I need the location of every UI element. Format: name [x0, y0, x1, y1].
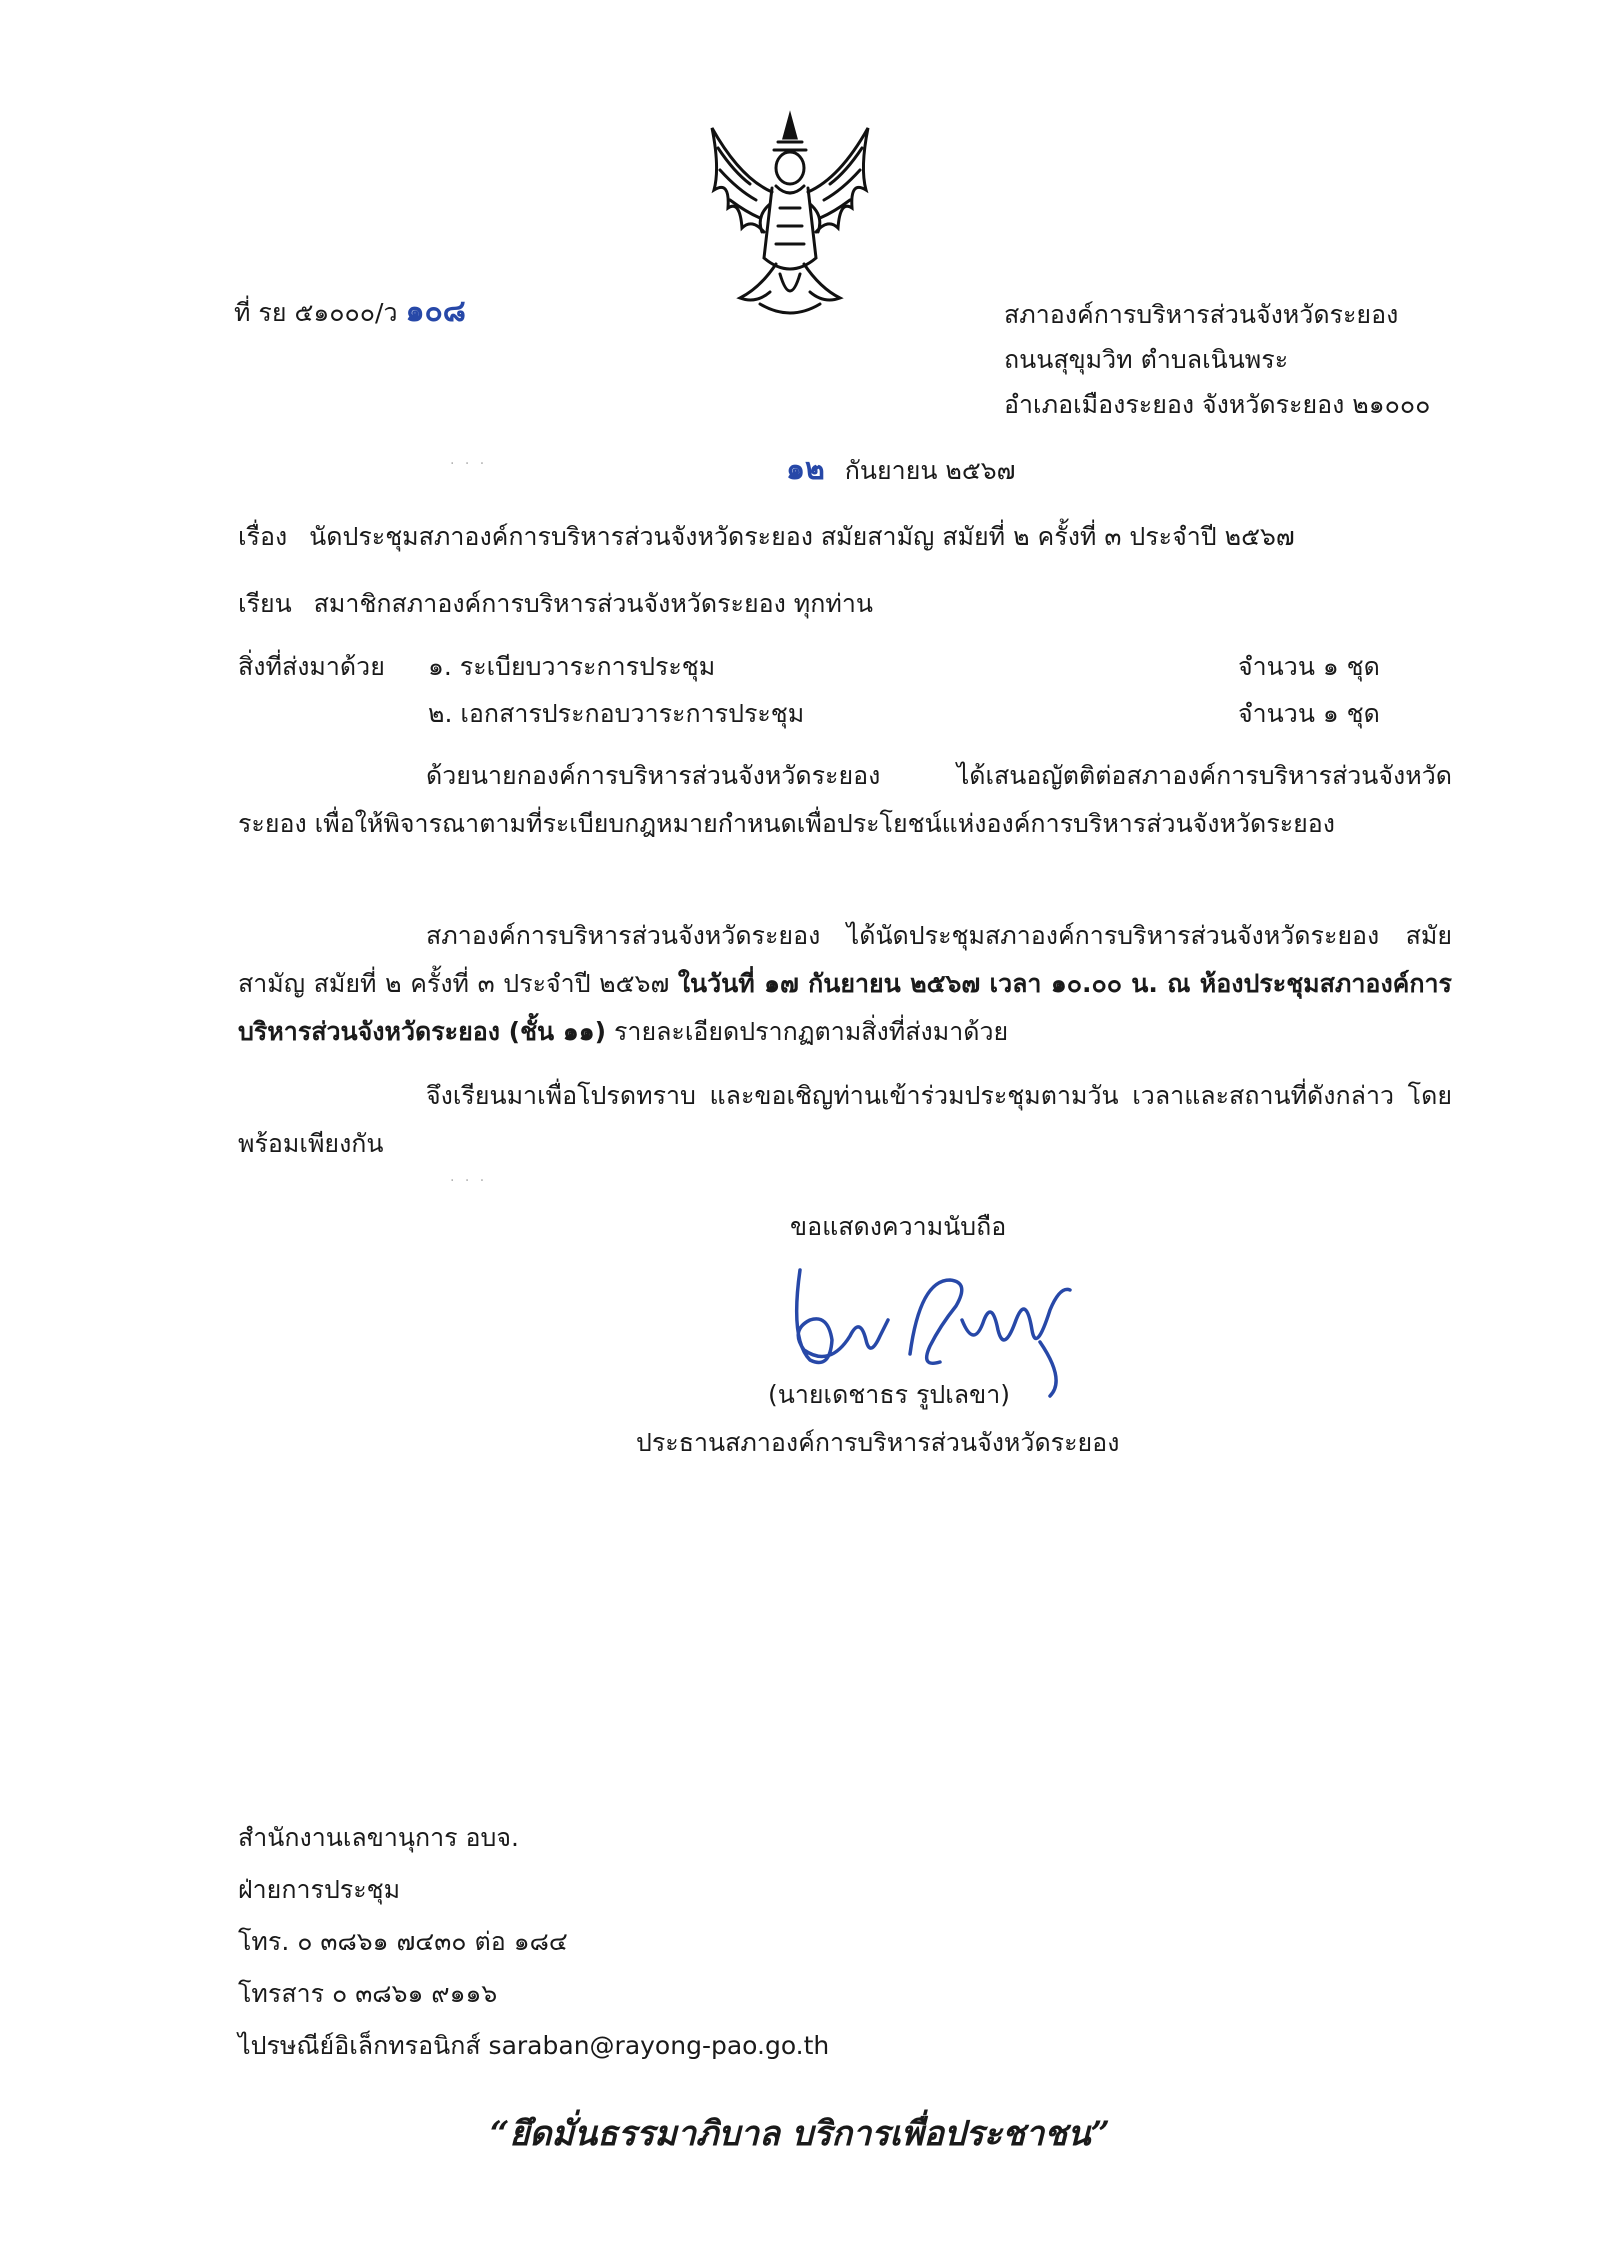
contact-office: สำนักงานเลขานุการ อบจ.: [238, 1823, 519, 1852]
scan-mark: · · ·: [450, 456, 488, 472]
letter-date: [786, 450, 1015, 491]
signer-title: ประธานสภาองค์การบริหารส่วนจังหวัดระยอง: [636, 1428, 1120, 1457]
body-paragraph-3: [238, 1072, 1452, 1168]
body-paragraph-1: [238, 752, 1452, 848]
enclosure-item: ๑. ระเบียบวาระการประชุม: [428, 652, 716, 681]
meeting-date-time-place: ในวันที่ ๑๗ กันยายน ๒๕๖๗ เวลา ๑๐.๐๐ น. ณ ห้องประชุมสภาองค์การบริหารส่วนจังหวัดระยอง (ชั้น ๑๑): [238, 969, 1452, 1046]
signer-name: (นายเดชาธร รูปเลขา): [768, 1380, 1010, 1409]
contact-telephone: โทร. ๐ ๓๘๖๑ ๗๔๓๐ ต่อ ๑๘๔: [238, 1927, 568, 1956]
date-month-year: กันยายน ๒๕๖๗: [844, 456, 1016, 485]
enclosure-quantity: จำนวน ๑ ชุด: [1238, 699, 1380, 728]
contact-division: ฝ่ายการประชุม: [238, 1875, 401, 1904]
garuda-emblem-icon: [700, 108, 880, 328]
reference-number: [234, 292, 466, 333]
date-day-handwritten: ๑๒: [786, 452, 825, 487]
recipient-line: [238, 587, 873, 621]
reference-handwritten-number: ๑๐๘: [405, 294, 466, 329]
paragraph-1-text: ด้วยนายกองค์การบริหารส่วนจังหวัดระยอง ได้เสนอญัตติต่อสภาองค์การบริหารส่วนจังหวัดระยอง เพื่อให้พิจารณาตามที่ระเบียบกฎหมายกำหนดเพื่อประโยชน์แห่งองค์การบริหารส่วนจังหวัดระยอง: [238, 761, 1452, 838]
contact-email: ไปรษณีย์อิเล็กทรอนิกส์ saraban@rayong-pao.go.th: [238, 2031, 830, 2060]
recipient-label: เรียน: [238, 589, 292, 618]
sender-address: [1004, 292, 1430, 427]
scan-mark: · · ·: [450, 1173, 488, 1189]
reference-prefix: ที่ รย ๕๑๐๐๐/ว: [234, 298, 398, 327]
paragraph-3-text: จึงเรียนมาเพื่อโปรดทราบ และขอเชิญท่านเข้าร่วมประชุมตามวัน เวลาและสถานที่ดังกล่าว โดยพร้อมเพียงกัน: [238, 1081, 1452, 1158]
paragraph-2-details: รายละเอียดปรากฏตามสิ่งที่ส่งมาด้วย: [613, 1017, 1009, 1046]
recipient-text: สมาชิกสภาองค์การบริหารส่วนจังหวัดระยอง ทุกท่าน: [313, 589, 874, 618]
enclosure-label: สิ่งที่ส่งมาด้วย: [238, 652, 385, 681]
subject-line: [238, 520, 1295, 554]
sender-line-1: สภาองค์การบริหารส่วนจังหวัดระยอง: [1004, 300, 1399, 329]
subject-text: นัดประชุมสภาองค์การบริหารส่วนจังหวัดระยอง สมัยสามัญ สมัยที่ ๒ ครั้งที่ ๓ ประจำปี ๒๕๖๗: [309, 522, 1295, 551]
enclosure-quantity: จำนวน ๑ ชุด: [1238, 652, 1380, 681]
contact-footer: [238, 1812, 829, 2072]
subject-label: เรื่อง: [238, 522, 288, 551]
closing-phrase: ขอแสดงความนับถือ: [790, 1212, 1007, 1241]
body-paragraph-2: [238, 912, 1452, 1056]
sender-line-2: ถนนสุขุมวิท ตำบลเนินพระ: [1004, 345, 1289, 374]
paragraph-2-text: สภาองค์การบริหารส่วนจังหวัดระยอง ได้นัดประชุมสภาองค์การบริหารส่วนจังหวัดระยอง สมัยสามัญ สมัยที่ ๒ ครั้งที่ ๓ ประจำปี ๒๕๖๗: [238, 921, 1452, 998]
contact-fax: โทรสาร ๐ ๓๘๖๑ ๙๑๑๖: [238, 1979, 498, 2008]
enclosure-item: ๒. เอกสารประกอบวาระการประชุม: [428, 699, 805, 728]
sender-line-3: อำเภอเมืองระยอง จังหวัดระยอง ๒๑๐๐๐: [1004, 390, 1431, 419]
motto-slogan: “ยึดมั่นธรรมาภิบาล บริการเพื่อประชาชน”: [489, 2114, 1111, 2154]
